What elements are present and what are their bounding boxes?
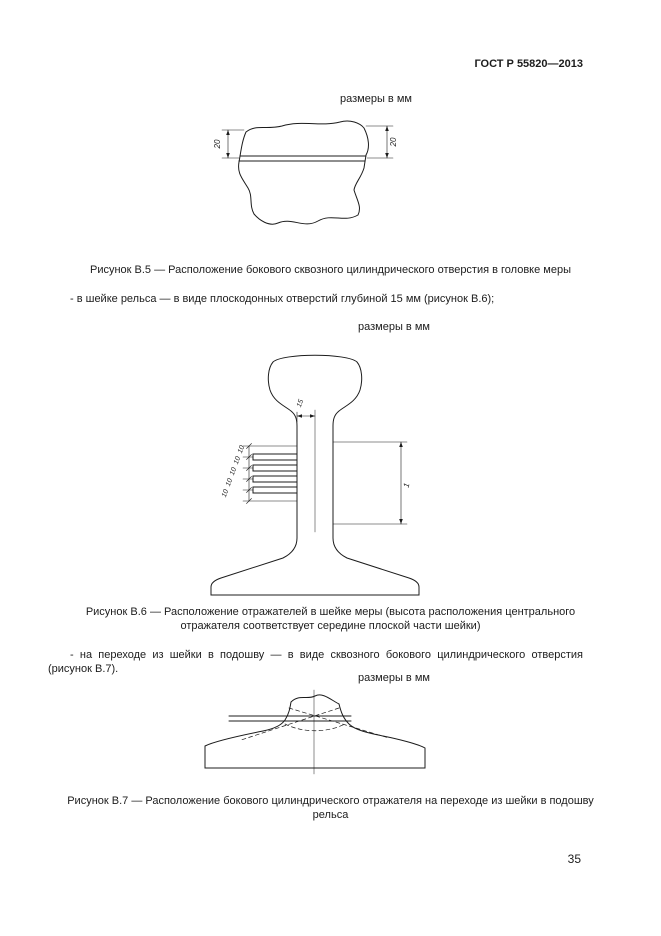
dimension-chain-left [221,444,297,504]
dim-label-10-1: 10 [236,444,247,455]
units-label-fig7: размеры в мм [358,672,430,684]
dimension-right-height [333,442,412,524]
paragraph-base-transition-line1: - на переходе из шейки в подошву — в виде сквозного бокового цилиндрического отверстия [70,649,583,661]
figure-b5-caption: Рисунок В.5 — Расположение бокового сквозного цилиндрического отверстия в головке меры [90,264,571,276]
figure-b6-caption-line1: Рисунок В.6 — Расположение отражателей в шейке меры (высота расположения центрального [85,606,576,618]
dimension-right-20 [366,126,398,158]
figure-b7-caption [0,794,661,822]
dim-label-right-20: 20 [389,137,398,147]
dim-label-10-3: 10 [228,466,239,477]
units-label-fig6: размеры в мм [358,321,430,333]
paragraph-base-transition-line2: (рисунок В.7). [48,663,119,675]
standard-number: ГОСТ Р 55820—2013 [474,58,583,70]
dimension-left-20 [213,130,244,158]
dim-label-15: 15 [295,398,306,409]
dimension-depth-15 [296,399,315,422]
hidden-transition-lines [241,708,389,740]
dim-label-10-5: 10 [220,488,231,499]
rail-foot-outline [205,695,425,768]
figure-b7-caption-line1: Рисунок В.7 — Расположение бокового цилиндрического отражателя на переходе из шейки в подошву [67,795,594,807]
figure-b7-caption-line2: рельса [312,809,349,821]
units-label-fig5: размеры в мм [340,93,412,105]
page-number: 35 [567,852,581,866]
figure-b7-drawing [193,686,437,778]
dim-label-left-20: 20 [213,139,222,149]
dim-label-10-2: 10 [232,455,243,466]
side-hole-lines [229,716,351,721]
figure-b6-caption-line2: отражателя соответствует середине плоской части шейки) [180,620,481,632]
figure-b6-drawing [195,346,435,602]
paragraph-web-holes: - в шейке рельса — в виде плоскодонных отверстий глубиной 15 мм (рисунок В.6); [70,293,495,305]
figure-b6-caption [0,605,661,633]
figure-b5-drawing [208,110,408,246]
rail-head-outline [239,121,369,224]
dim-label-right: 1 [401,482,412,489]
side-hole-lines [239,156,366,161]
web-reflectors [253,454,297,493]
dim-label-10-4: 10 [224,477,235,488]
